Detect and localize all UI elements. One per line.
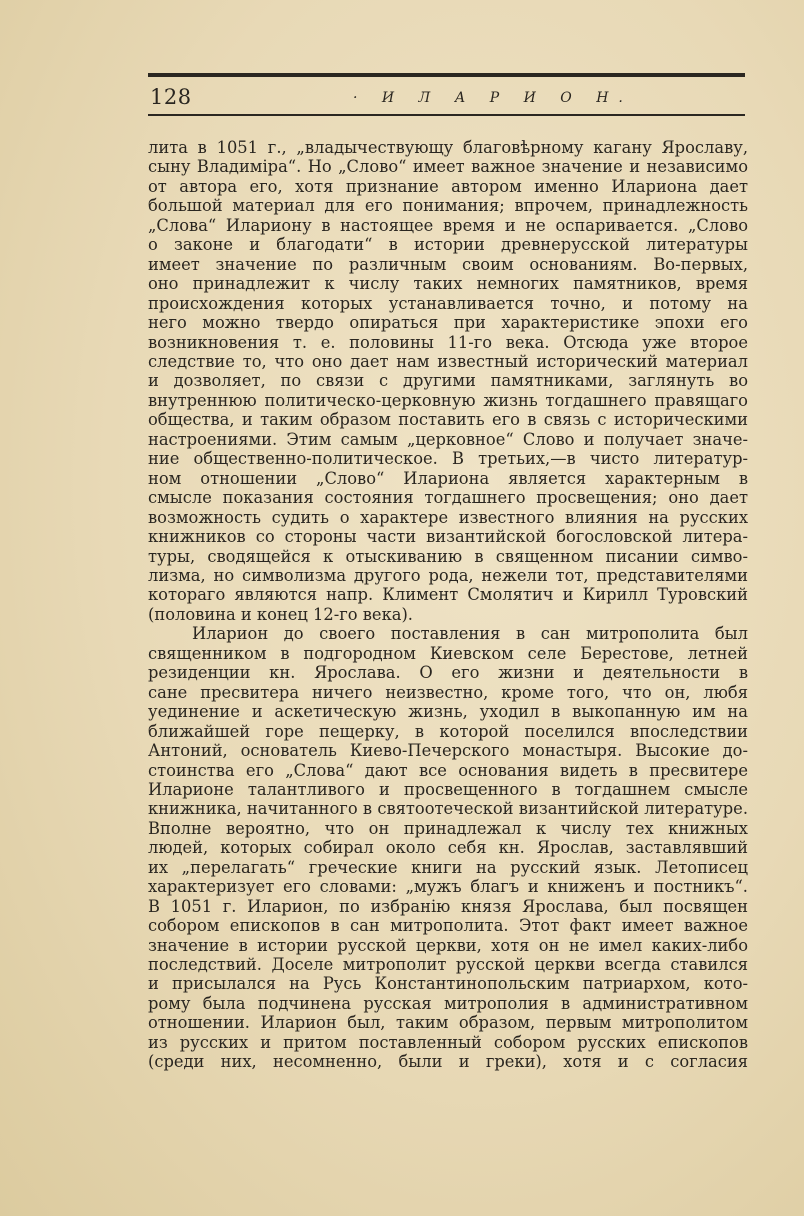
text-line: сыну Владиміра“. Но „Слово“ имеет важное значение и независимо [148,157,748,177]
text-line: ние общественно-политическое. В третьих,—в чисто литератур- [148,449,748,469]
text-line: значение в истории русской церкви, хотя он не имел каких-либо [148,935,748,955]
text-line: лизма, но символизма другого рода, нежели тот, представителями [148,565,748,585]
text-line: настроениями. Этим самым „церковное“ Слово и получает значе- [148,429,748,449]
text-line: происхождения которых устанавливается точно, и потому на [148,293,748,313]
text-line: Иларионе талантливого и просвещенного в тогдашнем смысле [148,779,748,799]
text-line: ном отношении „Слово“ Илариона является характерным в [148,468,748,488]
text-line: из русских и притом поставленный собором русских епископов [148,1032,748,1052]
text-line: него можно твердо опираться при характеристике эпохи его [148,313,748,333]
text-line: сане пресвитера ничего неизвестно, кроме того, что он, любя [148,682,748,702]
text-line: Антоний, основатель Киево-Печерского монастыря. Высокие до- [148,741,748,761]
header-rule-top [148,73,745,77]
text-line: собором епископов в сан митрополита. Этот факт имеет важное [148,916,748,936]
text-line: книжника, начитанного в святоотеческой византийской литературе. [148,799,748,819]
text-line: оно принадлежит к числу таких немногих памятников, время [148,274,748,294]
text-line: Вполне вероятно, что он принадлежал к числу тех книжных [148,818,748,838]
text-line: отношении. Иларион был, таким образом, первым митрополитом [148,1013,748,1033]
text-line: возможность судить о характере известного влияния на русских [148,507,748,527]
running-title: · И Л А Р И О Н. [353,90,633,106]
header-rule-bottom [148,114,745,116]
text-line: книжников со стороны части византийской богословской литера- [148,527,748,547]
text-line: внутреннюю политическо-церковную жизнь тогдашнего правящаго [148,390,748,410]
text-line: возникновения т. е. половины 11-го века. Отсюда уже второе [148,332,748,352]
text-line: людей, которых собирал около себя кн. Ярослав, заставлявший [148,838,748,858]
text-line: их „перелагать“ греческие книги на русский язык. Летописец [148,857,748,877]
text-line: В 1051 г. Иларион, по избранію князя Ярослава, был посвящен [148,896,748,916]
text-line: рому была подчинена русская митрополия в административном [148,993,748,1013]
text-line: о законе и благодати“ в истории древнерусской литературы [148,235,748,255]
text-line: имеет значение по различным своим основаниям. Во-первых, [148,254,748,274]
text-line: лита в 1051 г., „владычествующу благовѣрному кагану Ярославу, [148,138,748,157]
text-line: и дозволяет, по связи с другими памятниками, заглянуть во [148,371,748,391]
text-line: Иларион до своего поставления в сан митрополита был [192,624,748,644]
text-line: стоинства его „Слова“ дают все основания видеть в пресвитере [148,760,748,780]
text-line: от автора его, хотя признание автором именно Илариона дает [148,176,748,196]
text-line: общества, и таким образом поставить его в связь с историческими [148,410,748,430]
text-line: резиденции кн. Ярослава. О его жизни и деятельности в [148,663,748,683]
text-line: последствий. Доселе митрополит русской церкви всегда ставился [148,955,748,975]
text-line: священником в подгородном Киевском селе Берестове, летней [148,643,748,663]
text-line: и присылался на Русь Константинопольским патриархом, кото- [148,974,748,994]
text-line: туры, сводящейся к отыскиванию в священном писании симво- [148,546,748,566]
text-line: уединение и аскетическую жизнь, уходил в выкопанную им на [148,702,748,722]
page-number: 128 [150,85,192,109]
text-line: характеризует его словами: „мужъ благъ и книженъ и постникъ“. [148,877,748,897]
text-line: ближайшей горе пещерку, в которой поселился впоследствии [148,721,748,741]
text-line: котораго являются напр. Климент Смолятич и Кирилл Туровский [148,585,748,605]
text-line: большой материал для его понимания; впрочем, принадлежность [148,196,748,216]
text-line: (половина и конец 12-го века). [148,604,413,624]
text-line: „Слова“ Илариону в настоящее время и не оспаривается. „Слово [148,215,748,235]
body-text [148,138,748,1072]
text-line: смысле показания состояния тогдашнего просвещения; оно дает [148,488,748,508]
text-line: следствие то, что оно дает нам известный исторический материал [148,351,748,371]
page-header [148,82,745,114]
text-line: (среди них, несомненно, были и греки), хотя и с согласия [148,1052,748,1072]
